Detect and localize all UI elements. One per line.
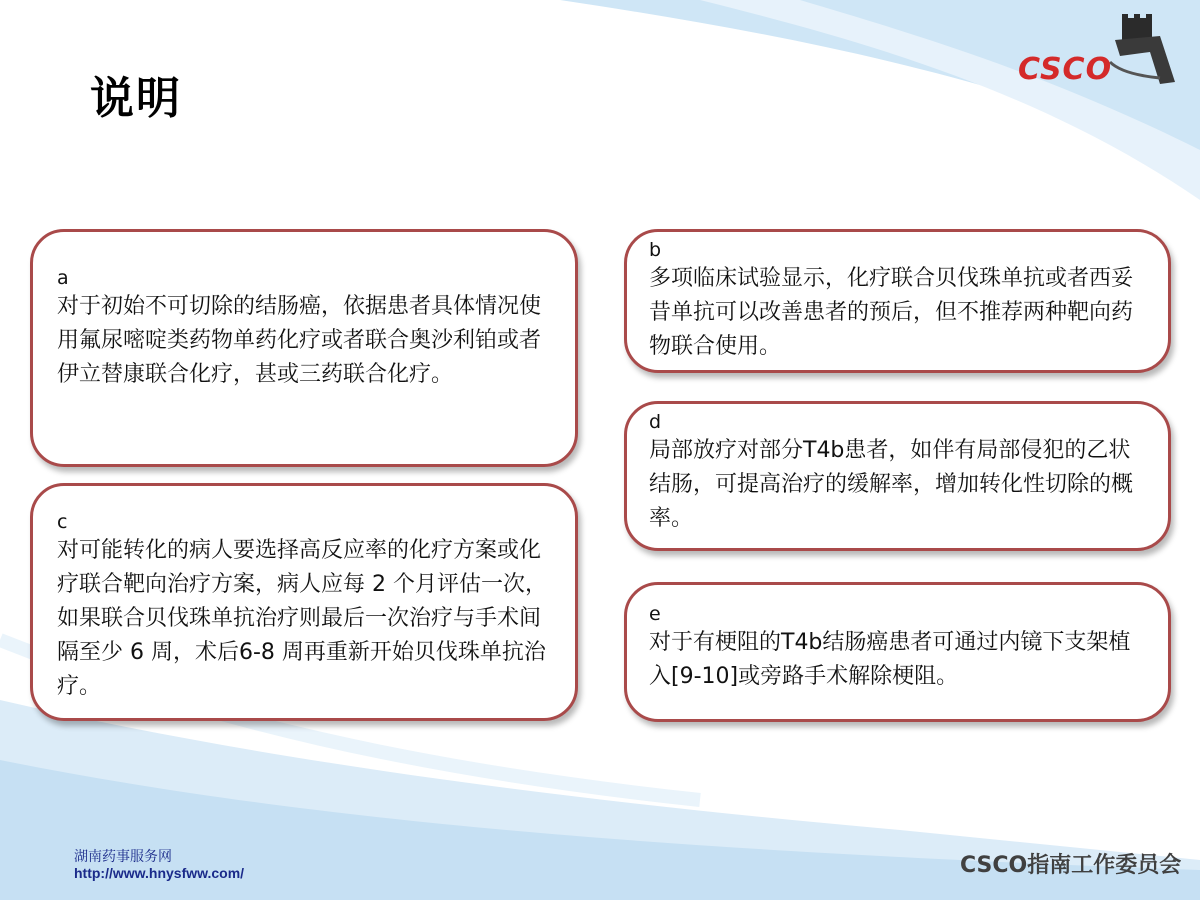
card-text: 局部放疗对部分T4b患者，如伴有局部侵犯的乙状结肠，可提高治疗的缓解率，增加转化性切除的概率。 <box>649 438 1134 531</box>
logo-text: CSCO <box>1018 52 1113 87</box>
card-text: 对于有梗阻的T4b结肠癌患者可通过内镜下支架植入[9-10]或旁路手术解除梗阻。 <box>649 630 1131 689</box>
card-letter: d <box>649 411 662 433</box>
page-title: 说明 <box>90 73 182 124</box>
card-text: 对于初始不可切除的结肠癌，依据患者具体情况使用氟尿嘧啶类药物单药化疗或者联合奥沙利铂或者伊立替康联合化疗，甚或三药联合化疗。 <box>57 294 542 387</box>
note-card-b <box>624 229 1171 373</box>
footer-committee: CSCO指南工作委员会 <box>960 853 1182 878</box>
card-letter: b <box>649 239 662 261</box>
csco-logo <box>1010 12 1180 92</box>
footer-site-url[interactable]: http://www.hnysfww.com/ <box>74 865 245 881</box>
card-letter: e <box>649 603 661 625</box>
card-letter: a <box>57 267 69 289</box>
note-card-d <box>624 401 1171 551</box>
note-card-a <box>30 229 578 467</box>
card-text: 对可能转化的病人要选择高反应率的化疗方案或化疗联合靶向治疗方案，病人应每 2 个月评估一次，如果联合贝伐珠单抗治疗则最后一次治疗与手术间隔至少 6 周，术后6-8 周再重新开始贝伐珠单抗治疗。 <box>57 538 547 699</box>
card-letter: c <box>57 511 68 533</box>
note-card-c <box>30 483 578 721</box>
card-text: 多项临床试验显示，化疗联合贝伐珠单抗或者西妥昔单抗可以改善患者的预后，但不推荐两种靶向药物联合使用。 <box>649 266 1134 359</box>
footer-site-name: 湖南药事服务网 <box>74 849 172 865</box>
footer-site <box>74 849 244 881</box>
note-card-e <box>624 582 1171 722</box>
